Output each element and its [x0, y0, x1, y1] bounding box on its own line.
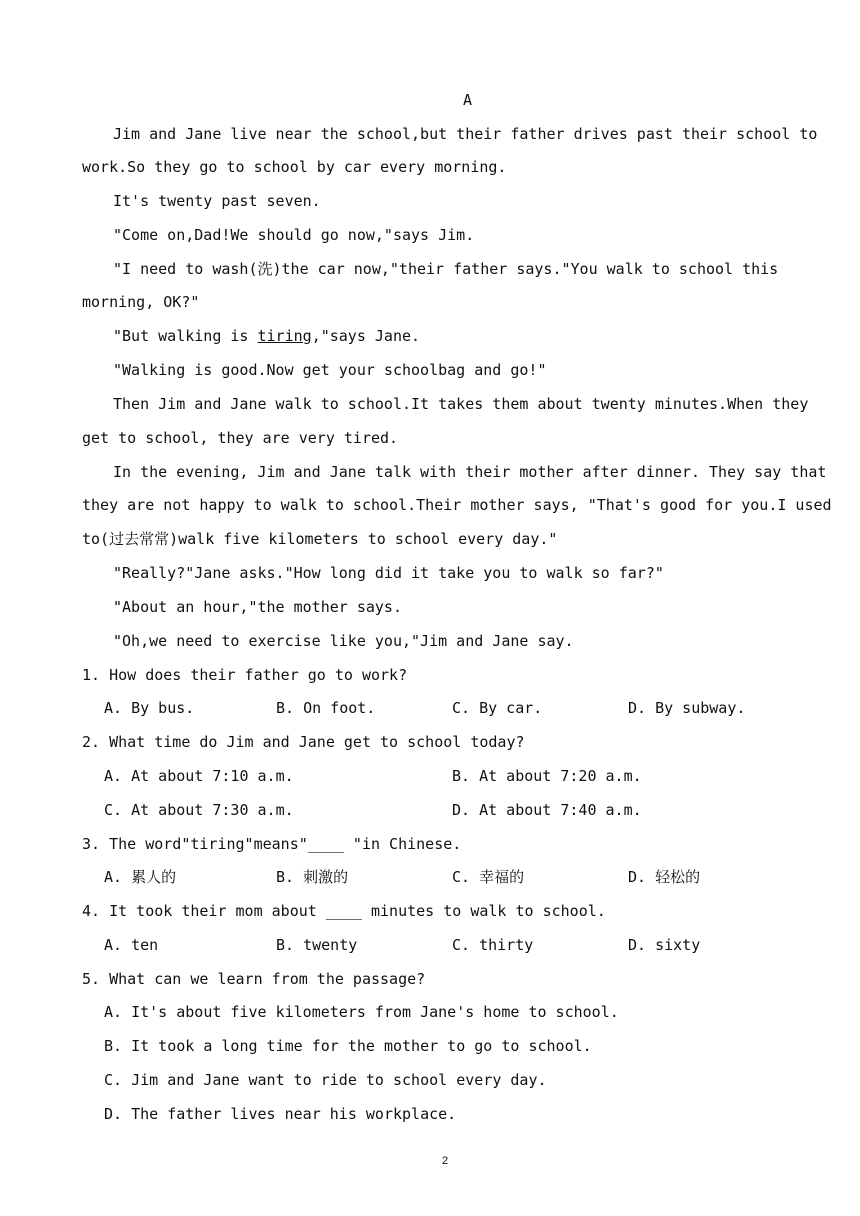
question-4-option-a: A. ten	[104, 936, 159, 954]
passage-paragraph-8-line-1: In the evening, Jim and Jane talk with their mother after dinner. They say that	[113, 463, 827, 481]
question-4-option-d: D. sixty	[628, 936, 701, 954]
question-3-option-a: A. 累人的	[104, 868, 177, 886]
passage-paragraph-5	[113, 326, 420, 346]
passage-paragraph-4-line-2: morning, OK?"	[82, 293, 200, 311]
question-2-option-b: B. At about 7:20 a.m.	[452, 767, 642, 785]
paragraph-5-text-after: ,"says Jane.	[311, 327, 421, 345]
question-1-option-a: A. By bus.	[104, 699, 195, 717]
passage-paragraph-10: "About an hour,"the mother says.	[113, 598, 402, 616]
question-3-option-b: B. 刺激的	[276, 868, 349, 886]
question-4-option-b: B. twenty	[276, 936, 358, 954]
passage-paragraph-2: It's twenty past seven.	[113, 192, 321, 210]
question-2-option-d: D. At about 7:40 a.m.	[452, 801, 642, 819]
question-5-option-a: A. It's about five kilometers from Jane's home to school.	[104, 1003, 619, 1021]
passage-heading: A	[462, 91, 473, 109]
passage-paragraph-1-line-1: Jim and Jane live near the school,but their father drives past their school to	[113, 125, 818, 143]
question-5-stem: 5. What can we learn from the passage?	[82, 970, 426, 988]
question-4-stem: 4. It took their mom about ____ minutes to walk to school.	[82, 902, 606, 920]
question-2-option-a: A. At about 7:10 a.m.	[104, 767, 294, 785]
paragraph-5-text-before: "But walking is	[113, 327, 258, 345]
passage-paragraph-9: "Really?"Jane asks."How long did it take you to walk so far?"	[113, 564, 664, 582]
question-3-option-d: D. 轻松的	[628, 868, 701, 886]
passage-paragraph-3: "Come on,Dad!We should go now,"says Jim.	[113, 226, 475, 244]
passage-paragraph-1-line-2: work.So they go to school by car every morning.	[82, 158, 507, 176]
passage-paragraph-4-line-1: "I need to wash(洗)the car now,"their father says."You walk to school this	[113, 260, 779, 278]
question-5-option-b: B. It took a long time for the mother to go to school.	[104, 1037, 592, 1055]
question-1-option-d: D. By subway.	[628, 699, 746, 717]
passage-paragraph-8-line-2: they are not happy to walk to school.Their mother says, "That's good for you.I used	[82, 496, 832, 514]
underlined-word-tiring: tiring	[257, 327, 312, 345]
passage-paragraph-11: "Oh,we need to exercise like you,"Jim and Jane say.	[113, 632, 574, 650]
question-2-stem: 2. What time do Jim and Jane get to school today?	[82, 733, 525, 751]
passage-paragraph-6: "Walking is good.Now get your schoolbag and go!"	[113, 361, 547, 379]
question-5-option-d: D. The father lives near his workplace.	[104, 1105, 457, 1123]
question-2-option-c: C. At about 7:30 a.m.	[104, 801, 294, 819]
question-3-stem: 3. The word"tiring"means"____ "in Chinese.	[82, 835, 462, 853]
question-4-option-c: C. thirty	[452, 936, 534, 954]
passage-paragraph-7-line-2: get to school, they are very tired.	[82, 429, 399, 447]
passage-paragraph-7-line-1: Then Jim and Jane walk to school.It takes them about twenty minutes.When they	[113, 395, 809, 413]
page-number: 2	[441, 1155, 449, 1167]
question-1-option-c: C. By car.	[452, 699, 543, 717]
question-5-option-c: C. Jim and Jane want to ride to school every day.	[104, 1071, 547, 1089]
question-1-option-b: B. On foot.	[276, 699, 376, 717]
question-1-stem: 1. How does their father go to work?	[82, 666, 408, 684]
passage-paragraph-8-line-3: to(过去常常)walk five kilometers to school every day."	[82, 530, 558, 548]
question-3-option-c: C. 幸福的	[452, 868, 525, 886]
